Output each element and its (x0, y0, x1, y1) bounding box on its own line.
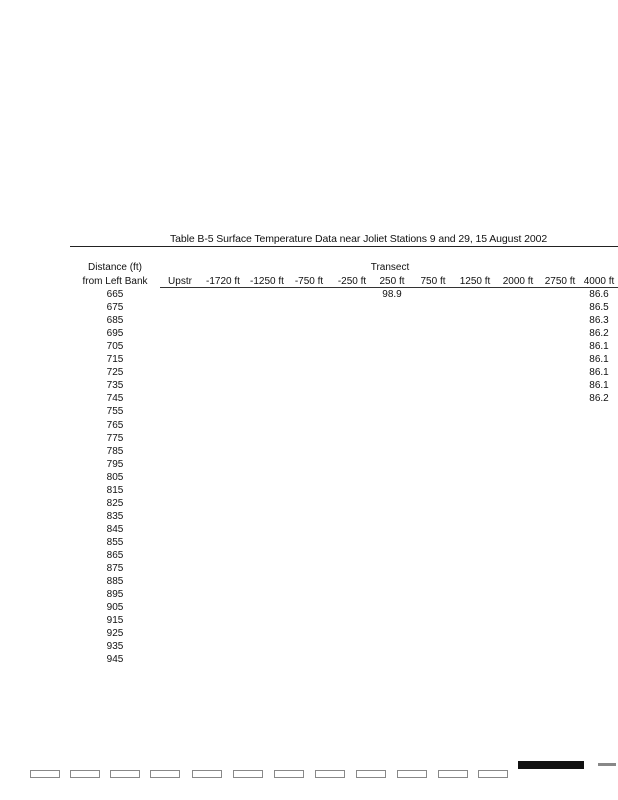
footer-mark (233, 770, 263, 778)
row-distance: 775 (106, 432, 124, 444)
transect-rule (160, 287, 618, 288)
footer-mark (150, 770, 180, 778)
row-distance: 915 (106, 615, 124, 627)
row-distance: 805 (106, 471, 124, 483)
footer-mark (315, 770, 345, 778)
row-distance: 835 (106, 510, 124, 522)
cell-4000ft: 86.1 (589, 354, 609, 366)
footer-tick (598, 763, 616, 766)
footer-mark (356, 770, 386, 778)
footer-mark (438, 770, 468, 778)
cell-4000ft: 86.2 (589, 328, 609, 340)
title-rule (70, 246, 618, 247)
footer-mark (110, 770, 140, 778)
row-distance: 685 (106, 315, 124, 327)
footer-mark (397, 770, 427, 778)
col-header-750: 750 ft (420, 276, 446, 287)
col-header-2750: 2750 ft (544, 276, 576, 287)
row-distance: 785 (106, 445, 124, 457)
col-header-4000: 4000 ft (583, 276, 615, 287)
row-distance: 675 (106, 302, 124, 314)
table-title: Table B-5 Surface Temperature Data near Joliet Stations 9 and 29, 15 August 2002 (170, 233, 548, 245)
row-distance: 695 (106, 328, 124, 340)
row-distance: 755 (106, 406, 124, 418)
footer-mark (70, 770, 100, 778)
col-header-1250: -1250 ft (250, 276, 284, 287)
row-distance: 705 (106, 341, 124, 353)
row-distance: 825 (106, 497, 124, 509)
footer-black-bar (518, 761, 584, 769)
cell-4000ft: 86.1 (589, 380, 609, 392)
cell-250ft: 98.9 (382, 289, 402, 300)
row-distance: 895 (106, 589, 124, 601)
row-distance: 905 (106, 602, 124, 614)
cell-4000ft: 86.3 (589, 315, 609, 327)
footer-mark (478, 770, 508, 778)
row-distance: 715 (106, 354, 124, 366)
row-distance: 815 (106, 484, 124, 496)
row-distance: 665 (106, 289, 124, 300)
cell-4000ft: 86.2 (589, 393, 609, 405)
row-distance: 745 (106, 393, 124, 405)
row-distance: 925 (106, 628, 124, 640)
row-distance: 945 (106, 654, 124, 666)
col-header-1250-pos: 1250 ft (459, 276, 491, 287)
row-distance: 885 (106, 576, 124, 588)
row-distance: 795 (106, 458, 124, 470)
row-distance: 875 (106, 563, 124, 575)
distance-header-line1: Distance (ft) (88, 262, 142, 273)
col-header-1720: -1720 ft (206, 276, 240, 287)
col-header-250-neg: -250 ft (337, 276, 367, 287)
footer-mark (274, 770, 304, 778)
footer-mark (192, 770, 222, 778)
row-distance: 765 (106, 419, 124, 431)
cell-4000ft: 86.1 (589, 341, 609, 353)
row-distance: 725 (106, 367, 124, 379)
footer-mark (30, 770, 60, 778)
transect-header: Transect (370, 262, 410, 273)
row-distance: 865 (106, 550, 124, 561)
col-header-2000: 2000 ft (502, 276, 534, 287)
row-distance: 735 (106, 380, 124, 392)
cell-4000ft: 86.5 (589, 302, 609, 314)
cell-4000ft: 86.1 (589, 367, 609, 379)
row-distance: 855 (106, 536, 124, 548)
cell-4000ft: 86.6 (589, 289, 609, 300)
row-distance: 935 (106, 641, 124, 653)
col-header-upstr: Upstr (168, 276, 192, 287)
distance-header-line2: from Left Bank (82, 276, 148, 287)
col-header-750-neg: -750 ft (294, 276, 324, 287)
col-header-250: 250 ft (379, 276, 405, 287)
row-distance: 845 (106, 523, 124, 535)
